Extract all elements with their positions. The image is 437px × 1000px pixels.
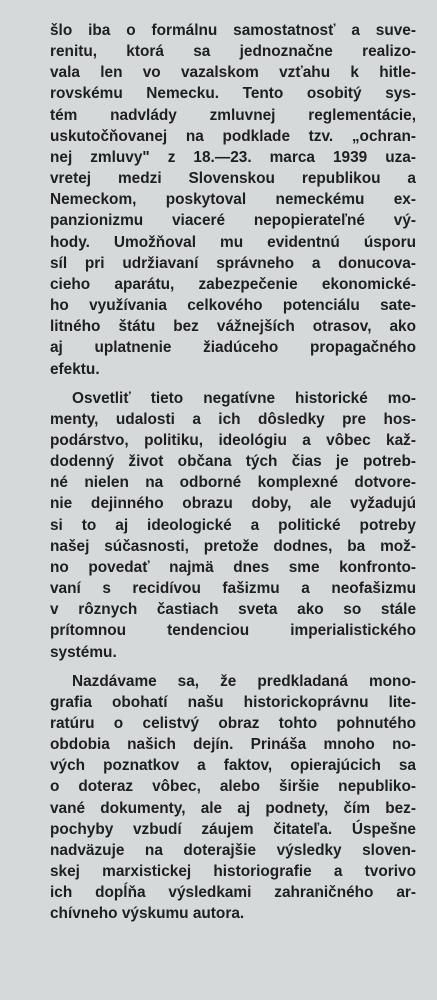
text-line: no povedať najmä dnes sme konfronto- <box>50 558 416 576</box>
text-line: vané dokumenty, ale aj podnety, čím bez- <box>50 799 416 817</box>
text-line: panzionizmu viaceré nepopierateľné vý- <box>50 212 416 230</box>
text-line: nadväzuje na doterajšie výsledky sloven- <box>50 841 416 859</box>
text-line: v rôznych častiach sveta ako so stále <box>50 601 416 619</box>
text-line: systému. <box>50 643 117 661</box>
text-line: renitu, ktorá sa jednoznačne realizo- <box>50 43 416 61</box>
paragraph-1 <box>50 20 416 380</box>
paragraph-3 <box>50 671 416 925</box>
text-line: nej zmluvy" z 18.—23. marca 1939 uza- <box>50 148 416 166</box>
text-line: Nemeckom, poskytoval nemeckému ex- <box>50 191 416 209</box>
text-line: né nielen na odborné komplexné dotvore- <box>50 474 416 492</box>
text-line: podárstvo, politiku, ideológiu a vôbec kaž- <box>50 431 416 449</box>
body-text <box>50 20 416 925</box>
text-line: litného štátu bez vážnejších otrasov, ako <box>50 318 416 336</box>
paragraph-gap <box>50 663 416 671</box>
text-line: cieho aparátu, zabezpečenie ekonomické- <box>50 275 416 293</box>
text-line: tém nadvlády zmluvnej reglementácie, <box>50 106 416 124</box>
text-line: skej marxistickej historiografie a tvorivo <box>50 863 416 881</box>
text-line: hody. Umožňoval mu evidentnú úsporu <box>50 233 416 251</box>
text-line: Nazdávame sa, že predkladaná mono- <box>72 672 416 690</box>
text-line: síl pri udržiavaní správneho a donucova- <box>50 254 416 272</box>
text-line: nie dejinného obrazu doby, ale vyžadujú <box>50 495 416 513</box>
text-line: ho využívania celkového potenciálu sate- <box>50 297 416 315</box>
text-line: efektu. <box>50 360 100 378</box>
text-line: aj uplatnenie žiadúceho propagačného <box>50 339 416 357</box>
text-line: ratúru o celistvý obraz tohto pohnutého <box>50 715 416 732</box>
text-line: menty, udalosti a ich dôsledky pre hos- <box>50 410 416 428</box>
paragraph-gap <box>50 380 416 388</box>
text-line: o doteraz vôbec, alebo širšie nepubliko- <box>50 778 416 796</box>
text-line: grafia obohatí našu historickoprávnu lite- <box>50 693 416 711</box>
text-line: uskutočňovanej na podklade tzv. „ochran- <box>50 127 416 145</box>
text-line: pochyby vzbudí záujem čitateľa. Úspešne <box>50 820 416 838</box>
paragraph-2 <box>50 388 416 663</box>
text-line: vých poznatkov a faktov, opierajúcich sa <box>50 757 416 775</box>
text-line: si to aj ideologické a politické potreby <box>50 516 416 534</box>
text-line: vala len vo vazalskom vzťahu k hitle- <box>50 64 416 82</box>
text-line: vaní s recidívou fašizmu a neofašizmu <box>50 580 416 598</box>
text-line: chívneho výskumu autora. <box>50 905 245 923</box>
text-line: našej súčasnosti, pretože dodnes, ba mož- <box>50 537 416 555</box>
text-line: obdobia našich dejín. Prináša mnoho no- <box>50 736 416 754</box>
text-line: ich dopĺňa výsledkami zahraničného ar- <box>50 884 416 902</box>
text-line: dodenný život občana tých čias je potreb- <box>50 453 416 471</box>
text-line: rovskému Nemecku. Tento osobitý sys- <box>50 85 416 103</box>
text-line: vretej medzi Slovenskou republikou a <box>50 170 416 188</box>
text-line: šlo iba o formálnu samostatnosť a suve- <box>50 22 416 39</box>
text-line: prítomnou tendenciou imperialistického <box>50 622 416 640</box>
text-line: Osvetliť tieto negatívne historické mo- <box>72 389 416 407</box>
